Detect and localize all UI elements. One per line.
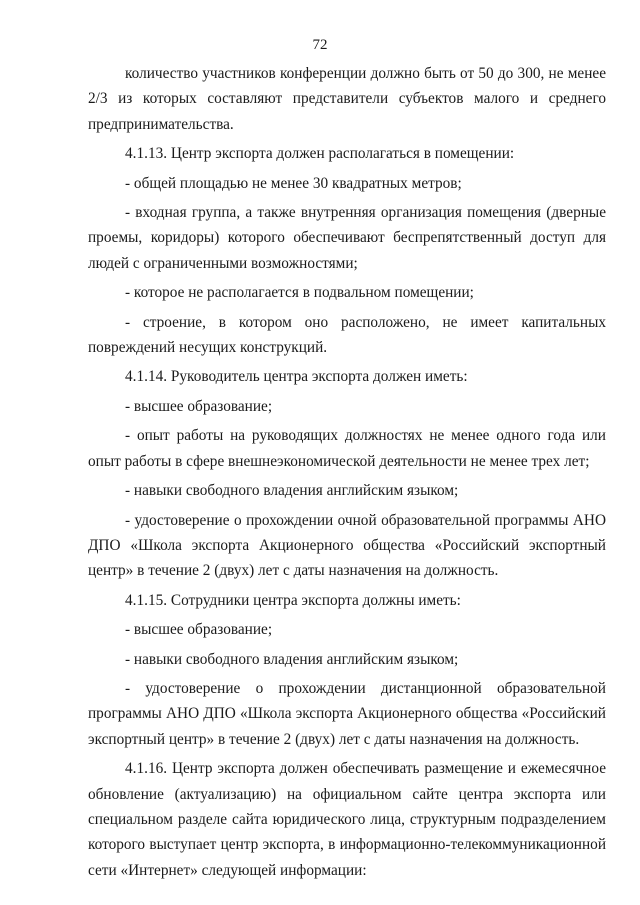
list-item-certificate-distance: - удостоверение о прохождении дистанционной образовательной программы АНО ДПО «Школа экспорта Акционерного общества «Российский экспортный центр» в течение 2 (двух) лет с даты назначения на должность. (88, 679, 606, 748)
paragraph-4-1-15-heading: 4.1.15. Сотрудники центра экспорта должны иметь: (125, 591, 461, 609)
page-number: 72 (312, 37, 328, 53)
list-item-area: - общей площадью не менее 30 квадратных метров; (125, 174, 462, 192)
list-item-english-staff: - навыки свободного владения английским языком; (125, 650, 459, 668)
list-item-higher-education-staff: - высшее образование; (125, 621, 273, 639)
list-item-english: - навыки свободного владения английским языком; (125, 482, 459, 500)
list-item-not-basement: - которое не располагается в подвальном помещении; (125, 284, 474, 302)
list-item-certificate-fulltime: - удостоверение о прохождении очной образовательной программы АНО ДПО «Школа экспорта Акционерного общества «Российский экспортный центр» в течение 2 (двух) лет с даты назначения на должность. (88, 511, 606, 580)
list-item-higher-education: - высшее образование; (125, 397, 273, 415)
paragraph-4-1-16: 4.1.16. Центр экспорта должен обеспечивать размещение и ежемесячное обновление (актуализацию) на официальном сайте центра экспорта или специальном разделе сайта юридического лица, структурным подразделением которого выступает центр экспорта, в информационно-телекоммуникационной сети «Интернет» следующей информации: (88, 760, 606, 879)
document-body (88, 61, 606, 883)
list-item-building-condition: - строение, в котором оно расположено, не имеет капитальных повреждений несущих конструкций. (88, 313, 606, 357)
paragraph-4-1-14-heading: 4.1.14. Руководитель центра экспорта должен иметь: (125, 368, 468, 386)
list-item-work-experience: - опыт работы на руководящих должностях не менее одного года или опыт работы в сфере внешнеэкономической деятельности не менее трех лет; (88, 427, 606, 470)
list-item-accessibility: - входная группа, а также внутренняя организация помещения (дверные проемы, коридоры) которого обеспечивают беспрепятственный доступ для людей с ограниченными возможностями; (88, 204, 606, 272)
paragraph-4-1-13-heading: 4.1.13. Центр экспорта должен располагаться в помещении: (125, 145, 515, 163)
paragraph-continuation: количество участников конференции должно быть от 50 до 300, не менее 2/3 из которых составляют представители субъектов малого и среднего предпринимательства. (88, 65, 606, 133)
